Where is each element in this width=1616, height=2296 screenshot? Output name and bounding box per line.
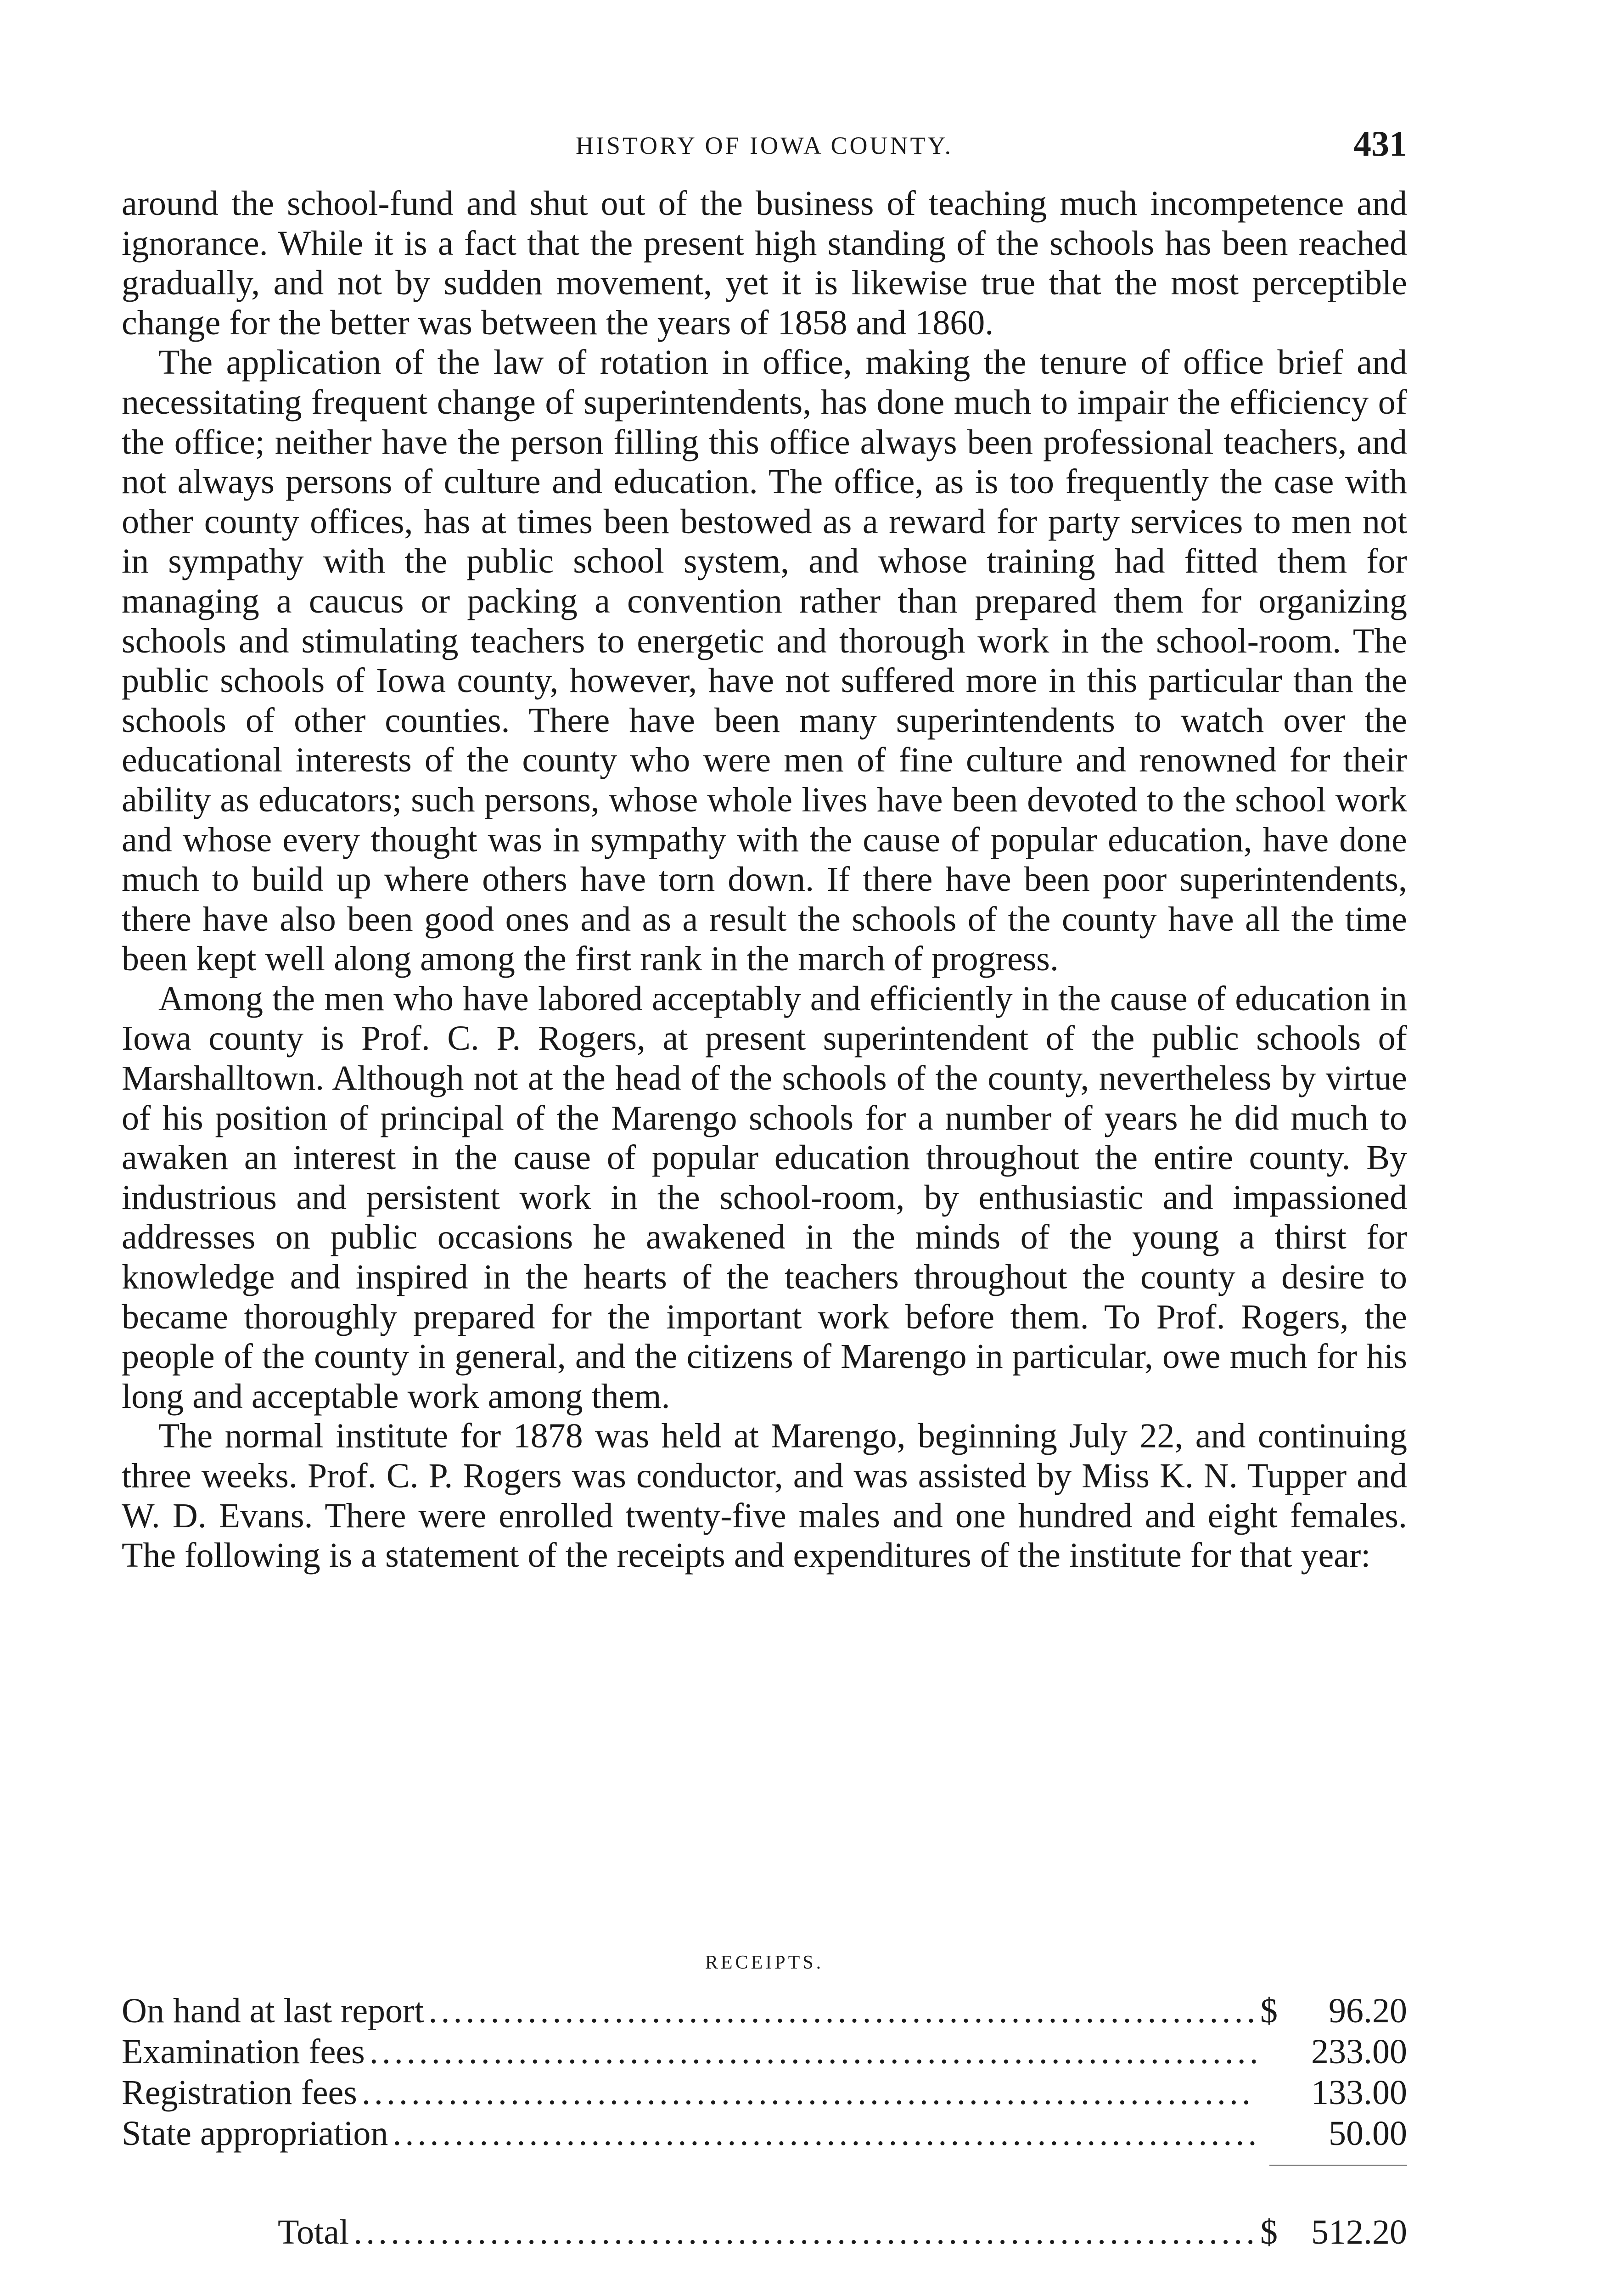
ledger-label: Examination fees bbox=[122, 2032, 365, 2071]
ledger-amount: 233.00 bbox=[1311, 2032, 1407, 2071]
paragraph-normal-institute: The normal institute for 1878 was held at Marengo, beginning July 22, and continuing three weeks. Prof. C. P. Rogers was conductor, and was assisted by Miss K. N. Tupper and W. D. Evans. There were enrolled twenty-five males and one hundred and eight females. The following is a statement of the receipts and expenditures of the institute for that year: bbox=[122, 1417, 1407, 1575]
ledger-row-on-hand bbox=[122, 1991, 1407, 2032]
ledger-row-state-appropriation bbox=[122, 2113, 1407, 2154]
ledger-label: On hand at last report bbox=[122, 1992, 424, 2030]
ledger-total-label: Total bbox=[278, 2213, 349, 2251]
dot-leader bbox=[354, 2212, 1256, 2253]
paragraph-continuation: around the school-fund and shut out of the business of teaching much incompetence and ignorance. While it is a fact that the present high standing of the schools has been reached gradually, and not by sudden movement, yet it is likewise true that the most perceptible change for the better was between the years of 1858 and 1860. bbox=[122, 184, 1407, 342]
dot-leader bbox=[362, 2072, 1256, 2113]
ledger-row-registration-fees bbox=[122, 2072, 1407, 2113]
dot-leader bbox=[370, 2032, 1256, 2072]
running-head bbox=[122, 123, 1407, 164]
body-text bbox=[122, 184, 1407, 1576]
running-title: HISTORY OF IOWA COUNTY. bbox=[575, 132, 954, 159]
sum-rule bbox=[1269, 2154, 1407, 2166]
receipts-heading: RECEIPTS. bbox=[705, 1952, 824, 1973]
page-number: 431 bbox=[1353, 124, 1407, 163]
ledger-label: Registration fees bbox=[122, 2073, 357, 2112]
sum-rule-row bbox=[122, 2154, 1407, 2166]
ledger-row-total bbox=[122, 2212, 1407, 2253]
ledger-amount: 96.20 bbox=[1329, 1992, 1407, 2030]
receipts-ledger bbox=[122, 1991, 1407, 2253]
paragraph-prof-rogers: Among the men who have labored acceptably and efficiently in the cause of education in Iowa county is Prof. C. P. Rogers, at present superintendent of the public schools of Marshalltown. Although not at the head of the schools of the county, nevertheless by virtue of his position of principal of the Marengo schools for a number of years he did much to awaken an interest in the cause of popular education throughout the entire county. By industrious and persistent work in the school-room, by enthusiastic and impassioned addresses on public occasions he awakened in the minds of the young a thirst for knowledge and inspired in the hearts of the teachers throughout the county a desire to became thoroughly prepared for the important work before them. To Prof. Rogers, the people of the county in general, and the citizens of Marengo in particular, owe much for his long and acceptable work among them. bbox=[122, 979, 1407, 1416]
ledger-label: State appropriation bbox=[122, 2114, 388, 2153]
ledger-row-examination-fees bbox=[122, 2032, 1407, 2072]
paragraph-rotation-of-office: The application of the law of rotation in office, making the tenure of office brief and necessitating frequent change of superintendents, has done much to impair the efficiency of the office; neither have the person filling this office always been professional teachers, and not always persons of culture and education. The office, as is too frequently the case with other county offices, has at times been bestowed as a reward for party services to men not in sympathy with the public school system, and whose training had fitted them for managing a caucus or packing a convention rather than prepared them for organizing schools and stimulating teachers to energetic and thorough work in the school-room. The public schools of Iowa county, however, have not suffered more in this particular than the schools of other counties. There have been many superintendents to watch over the educational interests of the county who were men of fine culture and renowned for their ability as educators; such persons, whose whole lives have been devoted to the school work and whose every thought was in sympathy with the cause of popular education, have done much to build up where others have torn down. If there have been poor superintendents, there have also been good ones and as a result the schools of the county have all the time been kept well along among the first rank in the march of progress. bbox=[122, 343, 1407, 979]
dot-leader bbox=[428, 1991, 1256, 2032]
ledger-total-amount: 512.20 bbox=[1311, 2213, 1407, 2251]
dollar-sign: $ bbox=[1260, 1992, 1278, 2030]
ledger-amount: 50.00 bbox=[1329, 2114, 1407, 2153]
ledger-amount: 133.00 bbox=[1311, 2073, 1407, 2112]
dot-leader bbox=[393, 2113, 1256, 2154]
dollar-sign: $ bbox=[1260, 2213, 1278, 2251]
